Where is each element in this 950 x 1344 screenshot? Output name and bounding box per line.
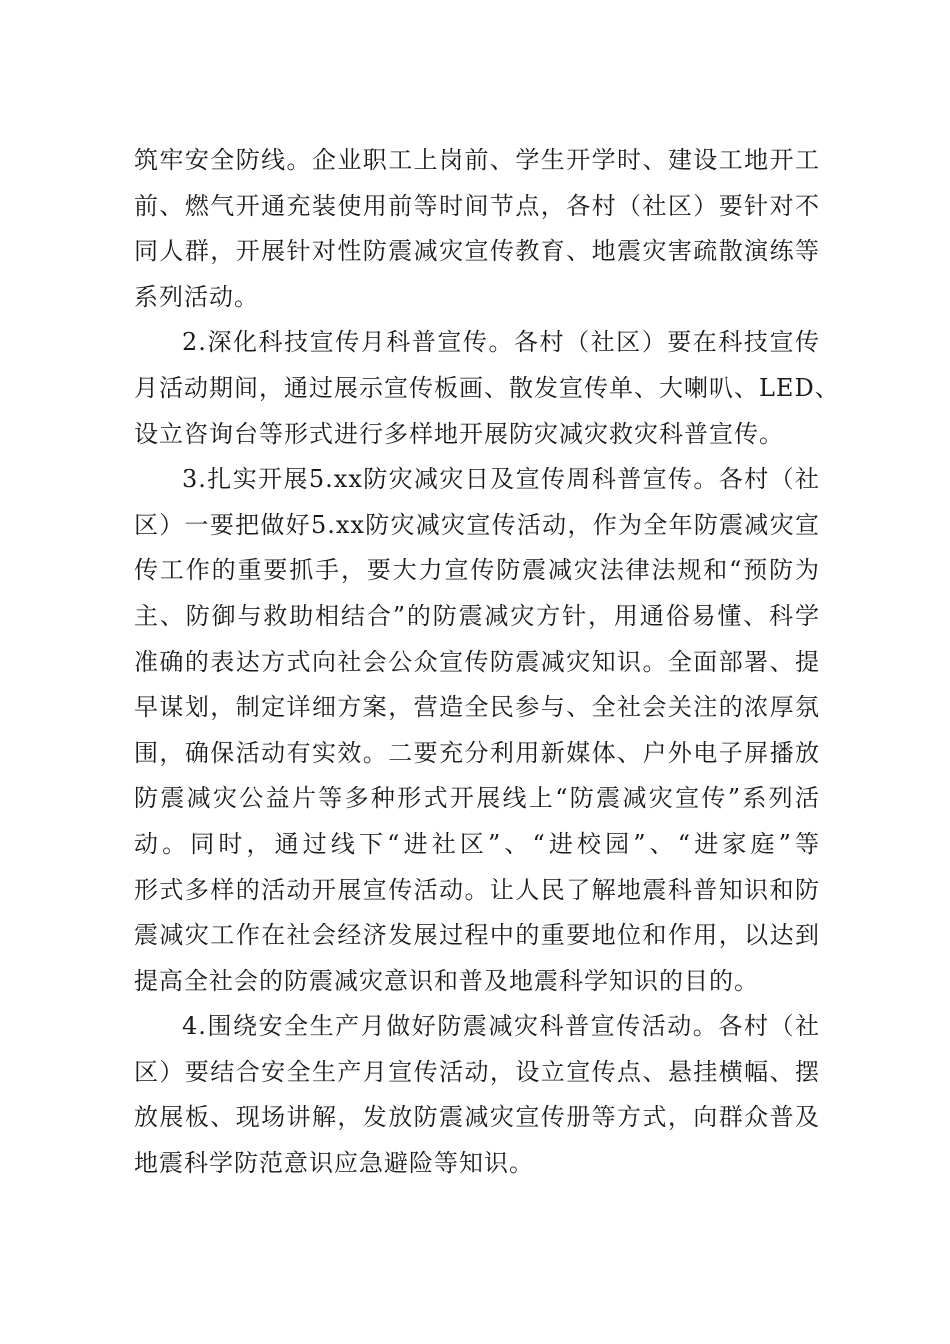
paragraph-item-3: [134, 457, 820, 1004]
text-line: 早谋划，制定详细方案，营造全民参与、全社会关注的浓厚氛: [134, 693, 820, 722]
paragraph-continuation: [134, 138, 820, 320]
text-line: 前、燃气开通充装使用前等时间节点，各村（社区）要针对不: [134, 191, 820, 220]
text-line: 同人群，开展针对性防震减灾宣传教育、地震灾害疏散演练等: [134, 237, 820, 266]
text-line: 围，确保活动有实效。二要充分利用新媒体、户外电子屏播放: [134, 738, 820, 767]
text-line: 地震科学防范意识应急避险等知识。: [134, 1149, 534, 1178]
text-line: 月活动期间，通过展示宣传板画、散发宣传单、大喇叭、LED、: [134, 373, 840, 402]
text-line: 系列活动。: [134, 282, 259, 311]
document-body: [134, 138, 840, 1187]
text-line: 震减灾工作在社会经济发展过程中的重要地位和作用，以达到: [134, 921, 820, 950]
text-line: 主、防御与救助相结合”的防震减灾方针，用通俗易懂、科学: [134, 601, 820, 630]
paragraph-item-2: [134, 320, 840, 457]
text-line: 传工作的重要抓手，要大力宣传防震减灾法律法规和“预防为: [134, 556, 820, 585]
text-line: 防震减灾公益片等多种形式开展线上“防震减灾宣传”系列活: [134, 784, 820, 813]
text-line: 提高全社会的防震减灾意识和普及地震科学知识的目的。: [134, 966, 759, 995]
paragraph-item-4: [134, 1004, 820, 1186]
text-line: 区）要结合安全生产月宣传活动，设立宣传点、悬挂横幅、摆: [134, 1057, 820, 1086]
text-line: 动。同时，通过线下“进社区”、“进校园”、“进家庭”等: [134, 829, 820, 858]
text-line: 形式多样的活动开展宣传活动。让人民了解地震科普知识和防: [134, 875, 820, 904]
text-line: 准确的表达方式向社会公众宣传防震减灾知识。全面部署、提: [134, 647, 820, 676]
text-line: 3.扎实开展5.xx防灾减灾日及宣传周科普宣传。各村（社: [182, 465, 820, 494]
text-line: 设立咨询台等形式进行多样地开展防灾减灾救灾科普宣传。: [134, 419, 784, 448]
text-line: 筑牢安全防线。企业职工上岗前、学生开学时、建设工地开工: [134, 146, 820, 174]
text-line: 放展板、现场讲解，发放防震减灾宣传册等方式，向群众普及: [134, 1103, 820, 1132]
text-line: 2.深化科技宣传月科普宣传。各村（社区）要在科技宣传: [182, 328, 820, 357]
text-line: 区）一要把做好5.xx防灾减灾宣传活动，作为全年防震减灾宣: [134, 510, 820, 539]
text-line: 4.围绕安全生产月做好防震减灾科普宣传活动。各村（社: [182, 1012, 820, 1041]
